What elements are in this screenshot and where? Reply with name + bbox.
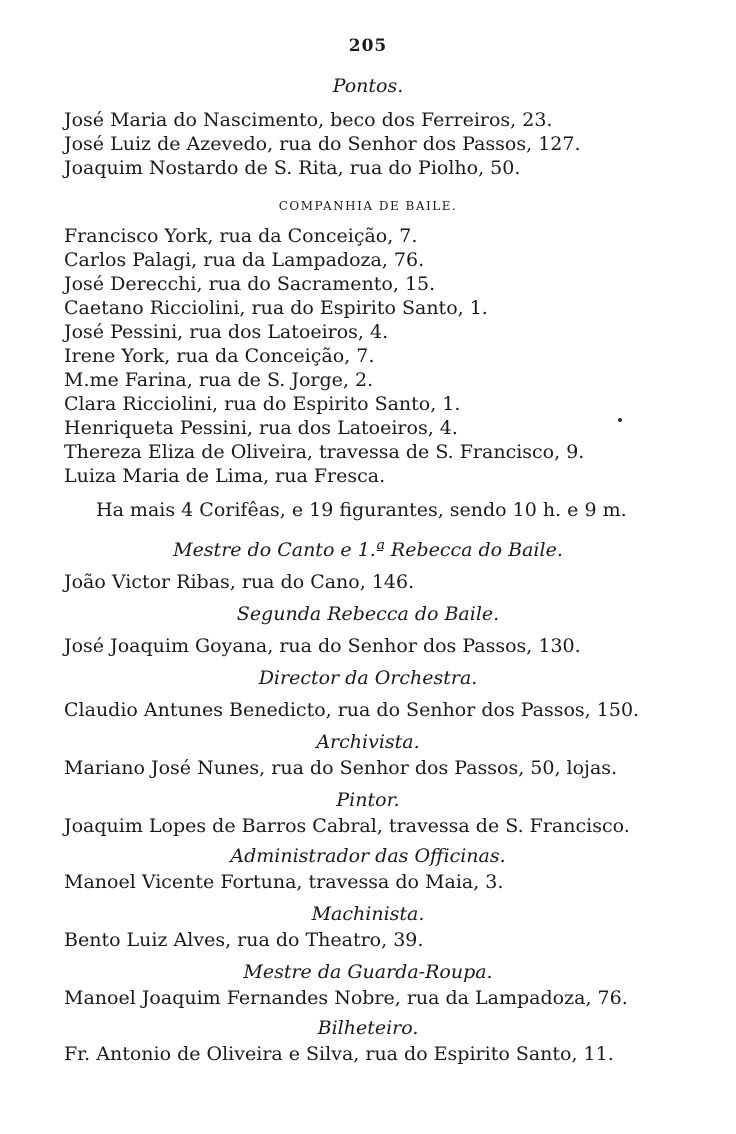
- heading-companhia-de-baile: COMPANHIA DE BAILE.: [278, 199, 458, 213]
- entry-companhia-7: M.me Farina, rua de S. Jorge, 2.: [64, 369, 374, 391]
- heading-pontos: Pontos.: [332, 75, 404, 97]
- entry-pintor: Joaquim Lopes de Barros Cabral, travessa de S. Francisco.: [64, 815, 630, 837]
- heading-bilheteiro: Bilheteiro.: [317, 1017, 419, 1039]
- entry-pontos-2: José Luiz de Azevedo, rua do Senhor dos Passos, 127.: [64, 133, 581, 155]
- entry-bilheteiro: Fr. Antonio de Oliveira e Silva, rua do Espirito Santo, 11.: [64, 1043, 614, 1065]
- entry-companhia-1: Francisco York, rua da Conceição, 7.: [64, 225, 418, 247]
- ink-speck-mark: [618, 418, 622, 422]
- entry-companhia-2: Carlos Palagi, rua da Lampadoza, 76.: [64, 249, 425, 271]
- entry-guarda-roupa: Manoel Joaquim Fernandes Nobre, rua da Lampadoza, 76.: [64, 987, 628, 1009]
- entry-companhia-11: Luiza Maria de Lima, rua Fresca.: [64, 465, 386, 487]
- heading-machinista: Machinista.: [311, 903, 425, 925]
- entry-companhia-4: Caetano Ricciolini, rua do Espirito Santo, 1.: [64, 297, 488, 319]
- entry-companhia-8: Clara Ricciolini, rua do Espirito Santo, 1.: [64, 393, 461, 415]
- page-number: 205: [348, 36, 388, 56]
- heading-pintor: Pintor.: [336, 789, 400, 811]
- heading-mestre-do-canto: Mestre do Canto e 1.ª Rebecca do Baile.: [173, 539, 563, 561]
- entry-director: Claudio Antunes Benedicto, rua do Senhor dos Passos, 150.: [64, 699, 640, 721]
- entry-companhia-9: Henriqueta Pessini, rua dos Latoeiros, 4.: [64, 417, 458, 439]
- entry-segunda-rebecca: José Joaquim Goyana, rua do Senhor dos Passos, 130.: [64, 635, 581, 657]
- entry-pontos-1: José Maria do Nascimento, beco dos Ferreiros, 23.: [64, 109, 553, 131]
- entry-companhia-5: José Pessini, rua dos Latoeiros, 4.: [64, 321, 389, 343]
- heading-director: Director da Orchestra.: [258, 667, 478, 689]
- entry-administrador: Manoel Vicente Fortuna, travessa do Maia, 3.: [64, 871, 504, 893]
- heading-administrador: Administrador das Officinas.: [230, 845, 506, 867]
- heading-archivista: Archivista.: [316, 731, 420, 753]
- entry-mestre-do-canto: João Victor Ribas, rua do Cano, 146.: [64, 571, 415, 593]
- entry-companhia-10: Thereza Eliza de Oliveira, travessa de S. Francisco, 9.: [64, 441, 585, 463]
- entry-pontos-3: Joaquim Nostardo de S. Rita, rua do Piolho, 50.: [64, 157, 521, 179]
- entry-companhia-3: José Derecchi, rua do Sacramento, 15.: [64, 273, 436, 295]
- heading-segunda-rebecca: Segunda Rebecca do Baile.: [236, 603, 500, 625]
- heading-guarda-roupa: Mestre da Guarda-Roupa.: [243, 961, 493, 983]
- companhia-note: Ha mais 4 Corifêas, e 19 figurantes, sendo 10 h. e 9 m.: [96, 499, 627, 521]
- entry-machinista: Bento Luiz Alves, rua do Theatro, 39.: [64, 929, 424, 951]
- entry-companhia-6: Irene York, rua da Conceição, 7.: [64, 345, 375, 367]
- entry-archivista: Mariano José Nunes, rua do Senhor dos Passos, 50, lojas.: [64, 757, 618, 779]
